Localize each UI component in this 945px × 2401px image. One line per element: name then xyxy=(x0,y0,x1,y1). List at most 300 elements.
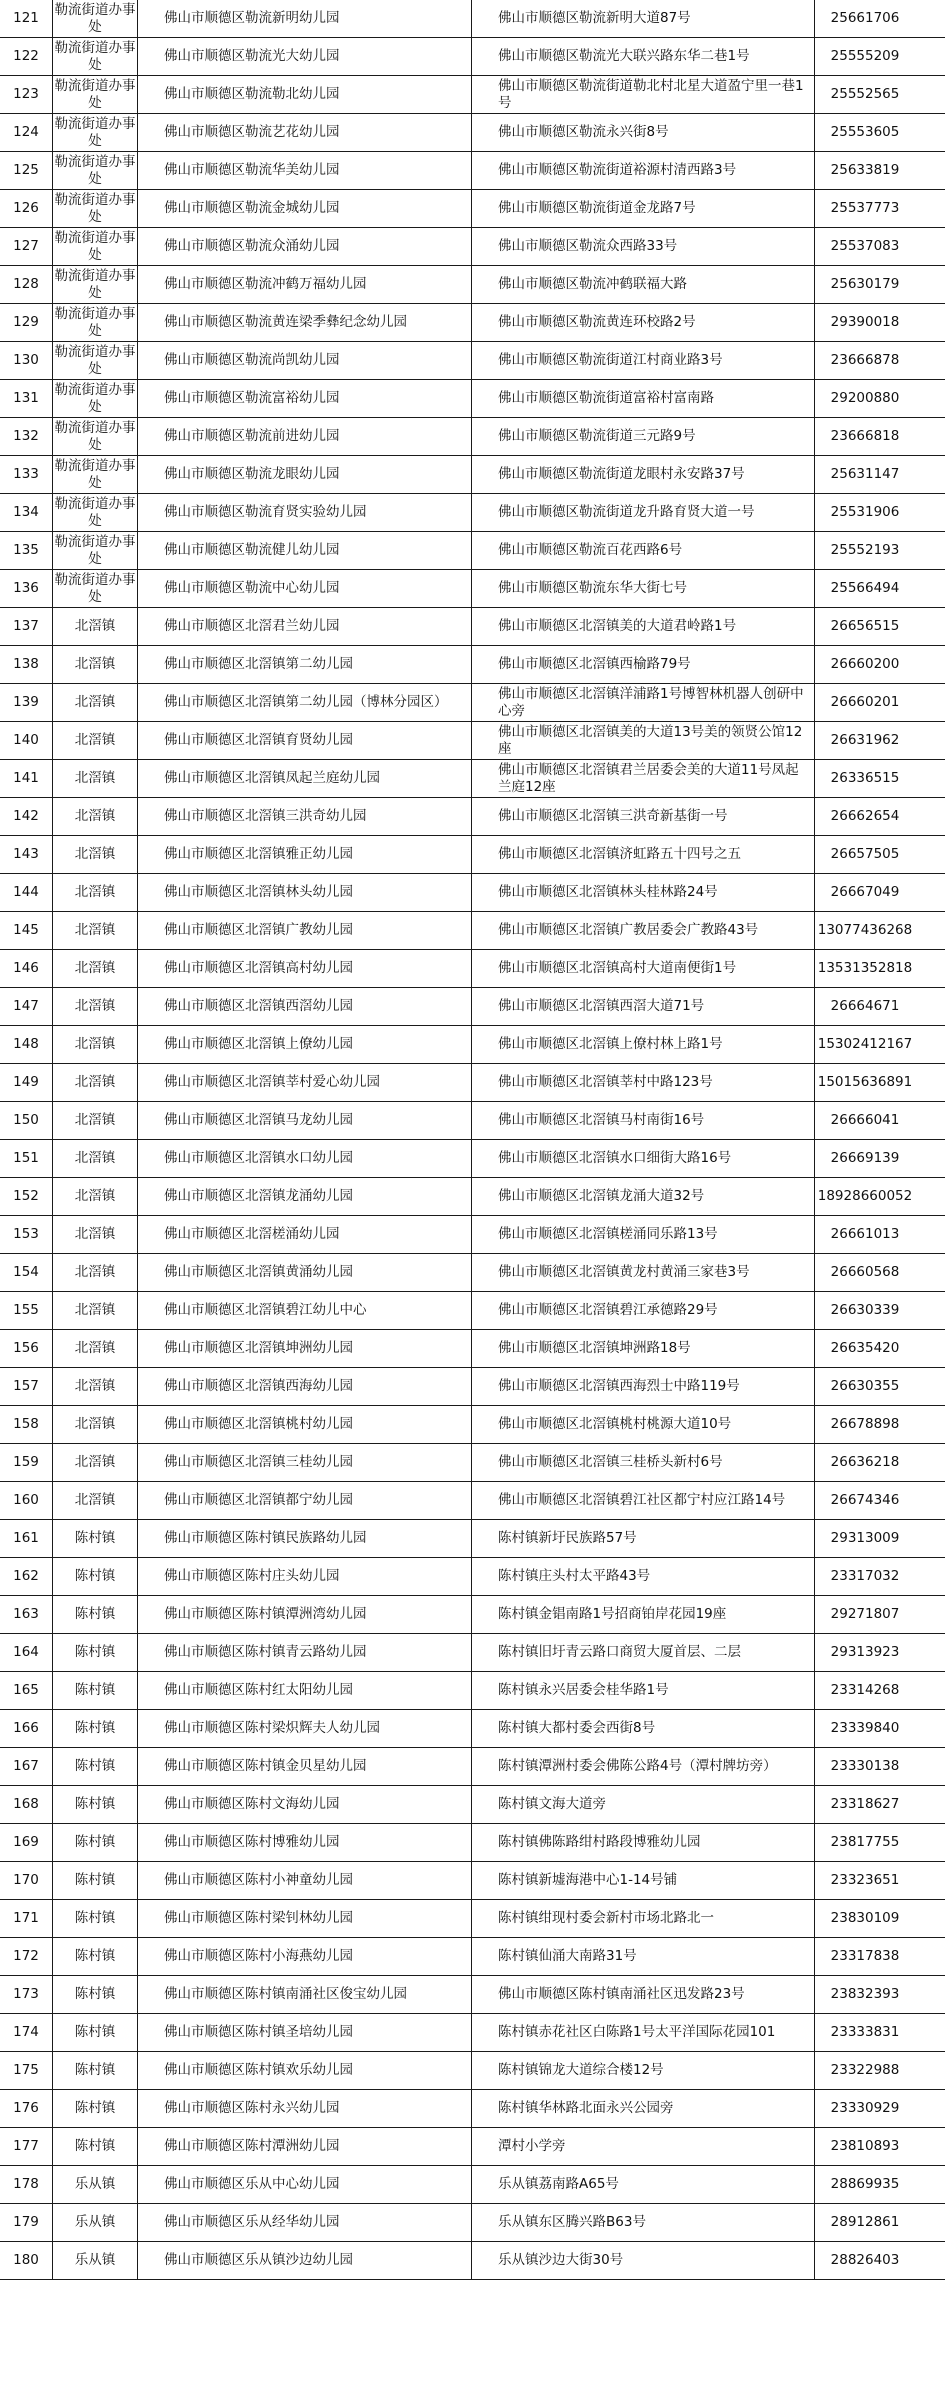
phone-cell: 26664671 xyxy=(815,988,945,1026)
phone-cell: 26630355 xyxy=(815,1368,945,1406)
phone-cell: 29390018 xyxy=(815,304,945,342)
kindergarten-name-cell: 佛山市顺德区陈村博雅幼儿园 xyxy=(138,1824,472,1862)
table-row xyxy=(0,1368,945,1406)
row-number: 124 xyxy=(0,114,53,152)
address-cell: 佛山市顺德区北滘镇西海烈士中路119号 xyxy=(472,1368,815,1406)
phone-cell: 28912861 xyxy=(815,2204,945,2242)
kindergarten-name-cell: 佛山市顺德区陈村永兴幼儿园 xyxy=(138,2090,472,2128)
town-cell: 陈村镇 xyxy=(53,1786,138,1824)
phone-cell: 26678898 xyxy=(815,1406,945,1444)
town-cell: 陈村镇 xyxy=(53,1634,138,1672)
row-number: 169 xyxy=(0,1824,53,1862)
address-cell: 佛山市顺德区北滘镇美的大道君岭路1号 xyxy=(472,608,815,646)
phone-cell: 26660201 xyxy=(815,684,945,722)
row-number: 177 xyxy=(0,2128,53,2166)
town-cell: 北滘镇 xyxy=(53,1102,138,1140)
table-row xyxy=(0,1672,945,1710)
table-row xyxy=(0,342,945,380)
phone-cell: 26666041 xyxy=(815,1102,945,1140)
town-cell: 北滘镇 xyxy=(53,1140,138,1178)
town-cell: 勒流街道办事处 xyxy=(53,190,138,228)
phone-cell: 28826403 xyxy=(815,2242,945,2280)
phone-cell: 26661013 xyxy=(815,1216,945,1254)
table-row xyxy=(0,266,945,304)
town-cell: 北滘镇 xyxy=(53,646,138,684)
town-cell: 北滘镇 xyxy=(53,1064,138,1102)
row-number: 128 xyxy=(0,266,53,304)
phone-cell: 23330929 xyxy=(815,2090,945,2128)
table-row xyxy=(0,1786,945,1824)
row-number: 149 xyxy=(0,1064,53,1102)
address-cell: 佛山市顺德区北滘镇美的大道13号美的领贤公馆12座 xyxy=(472,722,815,760)
town-cell: 勒流街道办事处 xyxy=(53,570,138,608)
phone-cell: 23323651 xyxy=(815,1862,945,1900)
kindergarten-name-cell: 佛山市顺德区陈村梁炽辉夫人幼儿园 xyxy=(138,1710,472,1748)
table-row xyxy=(0,1178,945,1216)
table-row xyxy=(0,76,945,114)
phone-cell: 25552565 xyxy=(815,76,945,114)
kindergarten-name-cell: 佛山市顺德区勒流前进幼儿园 xyxy=(138,418,472,456)
phone-cell: 25537773 xyxy=(815,190,945,228)
table-row xyxy=(0,532,945,570)
phone-cell: 26660568 xyxy=(815,1254,945,1292)
row-number: 142 xyxy=(0,798,53,836)
phone-cell: 23832393 xyxy=(815,1976,945,2014)
row-number: 178 xyxy=(0,2166,53,2204)
town-cell: 勒流街道办事处 xyxy=(53,380,138,418)
row-number: 179 xyxy=(0,2204,53,2242)
phone-cell: 25661706 xyxy=(815,0,945,38)
table-row xyxy=(0,1938,945,1976)
row-number: 130 xyxy=(0,342,53,380)
kindergarten-name-cell: 佛山市顺德区陈村镇欢乐幼儿园 xyxy=(138,2052,472,2090)
row-number: 126 xyxy=(0,190,53,228)
town-cell: 勒流街道办事处 xyxy=(53,228,138,266)
kindergarten-name-cell: 佛山市顺德区北滘镇第二幼儿园（博林分园区） xyxy=(138,684,472,722)
address-cell: 乐从镇沙边大街30号 xyxy=(472,2242,815,2280)
table-row xyxy=(0,722,945,760)
address-cell: 佛山市顺德区勒流永兴街8号 xyxy=(472,114,815,152)
table-row xyxy=(0,950,945,988)
town-cell: 北滘镇 xyxy=(53,760,138,798)
row-number: 170 xyxy=(0,1862,53,1900)
address-cell: 佛山市顺德区勒流百花西路6号 xyxy=(472,532,815,570)
kindergarten-name-cell: 佛山市顺德区北滘镇马龙幼儿园 xyxy=(138,1102,472,1140)
row-number: 137 xyxy=(0,608,53,646)
town-cell: 陈村镇 xyxy=(53,1558,138,1596)
row-number: 125 xyxy=(0,152,53,190)
address-cell: 佛山市顺德区北滘镇西滘大道71号 xyxy=(472,988,815,1026)
kindergarten-name-cell: 佛山市顺德区北滘镇上僚幼儿园 xyxy=(138,1026,472,1064)
town-cell: 陈村镇 xyxy=(53,2128,138,2166)
kindergarten-name-cell: 佛山市顺德区北滘镇西海幼儿园 xyxy=(138,1368,472,1406)
phone-cell: 26631962 xyxy=(815,722,945,760)
kindergarten-name-cell: 佛山市顺德区勒流富裕幼儿园 xyxy=(138,380,472,418)
row-number: 174 xyxy=(0,2014,53,2052)
town-cell: 北滘镇 xyxy=(53,950,138,988)
table-row xyxy=(0,304,945,342)
kindergarten-name-cell: 佛山市顺德区陈村小海燕幼儿园 xyxy=(138,1938,472,1976)
table-row xyxy=(0,608,945,646)
town-cell: 乐从镇 xyxy=(53,2242,138,2280)
town-cell: 陈村镇 xyxy=(53,1862,138,1900)
phone-cell: 23666878 xyxy=(815,342,945,380)
phone-cell: 23817755 xyxy=(815,1824,945,1862)
row-number: 171 xyxy=(0,1900,53,1938)
phone-cell: 23330138 xyxy=(815,1748,945,1786)
kindergarten-name-cell: 佛山市顺德区北滘镇凤起兰庭幼儿园 xyxy=(138,760,472,798)
row-number: 166 xyxy=(0,1710,53,1748)
town-cell: 北滘镇 xyxy=(53,608,138,646)
phone-cell: 23318627 xyxy=(815,1786,945,1824)
kindergarten-name-cell: 佛山市顺德区勒流中心幼儿园 xyxy=(138,570,472,608)
address-cell: 佛山市顺德区北滘镇槎涌同乐路13号 xyxy=(472,1216,815,1254)
table-row xyxy=(0,1634,945,1672)
town-cell: 勒流街道办事处 xyxy=(53,0,138,38)
town-cell: 陈村镇 xyxy=(53,1824,138,1862)
phone-cell: 23830109 xyxy=(815,1900,945,1938)
kindergarten-name-cell: 佛山市顺德区北滘槎涌幼儿园 xyxy=(138,1216,472,1254)
table-row xyxy=(0,2090,945,2128)
table-row xyxy=(0,152,945,190)
town-cell: 陈村镇 xyxy=(53,1520,138,1558)
address-cell: 佛山市顺德区勒流黄连环校路2号 xyxy=(472,304,815,342)
address-cell: 佛山市顺德区陈村镇南涌社区迅发路23号 xyxy=(472,1976,815,2014)
town-cell: 北滘镇 xyxy=(53,1178,138,1216)
table-row xyxy=(0,418,945,456)
town-cell: 北滘镇 xyxy=(53,1254,138,1292)
table-row xyxy=(0,1406,945,1444)
row-number: 127 xyxy=(0,228,53,266)
row-number: 160 xyxy=(0,1482,53,1520)
table-row xyxy=(0,836,945,874)
table-row xyxy=(0,1064,945,1102)
kindergarten-name-cell: 佛山市顺德区勒流光大幼儿园 xyxy=(138,38,472,76)
address-cell: 佛山市顺德区勒流众西路33号 xyxy=(472,228,815,266)
address-cell: 陈村镇大都村委会西街8号 xyxy=(472,1710,815,1748)
kindergarten-name-cell: 佛山市顺德区勒流众涌幼儿园 xyxy=(138,228,472,266)
table-row xyxy=(0,456,945,494)
row-number: 151 xyxy=(0,1140,53,1178)
phone-cell: 23317032 xyxy=(815,1558,945,1596)
table-row xyxy=(0,1444,945,1482)
town-cell: 勒流街道办事处 xyxy=(53,38,138,76)
phone-cell: 26660200 xyxy=(815,646,945,684)
kindergarten-name-cell: 佛山市顺德区北滘镇都宁幼儿园 xyxy=(138,1482,472,1520)
row-number: 143 xyxy=(0,836,53,874)
table-row xyxy=(0,570,945,608)
kindergarten-name-cell: 佛山市顺德区北滘镇第二幼儿园 xyxy=(138,646,472,684)
kindergarten-name-cell: 佛山市顺德区陈村镇潭洲湾幼儿园 xyxy=(138,1596,472,1634)
row-number: 132 xyxy=(0,418,53,456)
address-cell: 佛山市顺德区北滘镇西榆路79号 xyxy=(472,646,815,684)
address-cell: 陈村镇文海大道旁 xyxy=(472,1786,815,1824)
address-cell: 乐从镇东区腾兴路B63号 xyxy=(472,2204,815,2242)
address-cell: 佛山市顺德区北滘镇广教居委会广教路43号 xyxy=(472,912,815,950)
kindergarten-name-cell: 佛山市顺德区陈村镇青云路幼儿园 xyxy=(138,1634,472,1672)
kindergarten-name-cell: 佛山市顺德区勒流勒北幼儿园 xyxy=(138,76,472,114)
address-cell: 陈村镇潭洲村委会佛陈公路4号（潭村牌坊旁） xyxy=(472,1748,815,1786)
kindergarten-name-cell: 佛山市顺德区北滘镇龙涌幼儿园 xyxy=(138,1178,472,1216)
row-number: 153 xyxy=(0,1216,53,1254)
table-row xyxy=(0,1900,945,1938)
kindergarten-name-cell: 佛山市顺德区北滘镇三桂幼儿园 xyxy=(138,1444,472,1482)
table-row xyxy=(0,646,945,684)
address-cell: 陈村镇庄头村太平路43号 xyxy=(472,1558,815,1596)
table-row xyxy=(0,988,945,1026)
phone-cell: 29313923 xyxy=(815,1634,945,1672)
phone-cell: 23339840 xyxy=(815,1710,945,1748)
address-cell: 佛山市顺德区勒流新明大道87号 xyxy=(472,0,815,38)
kindergarten-name-cell: 佛山市顺德区北滘镇水口幼儿园 xyxy=(138,1140,472,1178)
row-number: 156 xyxy=(0,1330,53,1368)
address-cell: 佛山市顺德区北滘镇君兰居委会美的大道11号凤起兰庭12座 xyxy=(472,760,815,798)
phone-cell: 25553605 xyxy=(815,114,945,152)
town-cell: 北滘镇 xyxy=(53,912,138,950)
address-cell: 陈村镇永兴居委会桂华路1号 xyxy=(472,1672,815,1710)
address-cell: 佛山市顺德区北滘镇上僚村林上路1号 xyxy=(472,1026,815,1064)
phone-cell: 28869935 xyxy=(815,2166,945,2204)
table-row xyxy=(0,1102,945,1140)
address-cell: 陈村镇华林路北面永兴公园旁 xyxy=(472,2090,815,2128)
phone-cell: 23317838 xyxy=(815,1938,945,1976)
phone-cell: 25537083 xyxy=(815,228,945,266)
kindergarten-name-cell: 佛山市顺德区陈村梁钊林幼儿园 xyxy=(138,1900,472,1938)
phone-cell: 13077436268 xyxy=(815,912,945,950)
kindergarten-name-cell: 佛山市顺德区陈村文海幼儿园 xyxy=(138,1786,472,1824)
kindergarten-name-cell: 佛山市顺德区北滘镇西滘幼儿园 xyxy=(138,988,472,1026)
row-number: 172 xyxy=(0,1938,53,1976)
row-number: 136 xyxy=(0,570,53,608)
address-cell: 佛山市顺德区勒流东华大街七号 xyxy=(472,570,815,608)
phone-cell: 26635420 xyxy=(815,1330,945,1368)
kindergarten-name-cell: 佛山市顺德区勒流华美幼儿园 xyxy=(138,152,472,190)
row-number: 129 xyxy=(0,304,53,342)
town-cell: 北滘镇 xyxy=(53,1292,138,1330)
kindergarten-name-cell: 佛山市顺德区乐从经华幼儿园 xyxy=(138,2204,472,2242)
address-cell: 佛山市顺德区北滘镇碧江社区都宁村应江路14号 xyxy=(472,1482,815,1520)
town-cell: 北滘镇 xyxy=(53,874,138,912)
row-number: 180 xyxy=(0,2242,53,2280)
address-cell: 佛山市顺德区北滘镇济虹路五十四号之五 xyxy=(472,836,815,874)
address-cell: 佛山市顺德区北滘镇坤洲路18号 xyxy=(472,1330,815,1368)
address-cell: 佛山市顺德区北滘镇碧江承德路29号 xyxy=(472,1292,815,1330)
address-cell: 佛山市顺德区北滘镇高村大道南便街1号 xyxy=(472,950,815,988)
town-cell: 北滘镇 xyxy=(53,1216,138,1254)
table-row xyxy=(0,1254,945,1292)
phone-cell: 26630339 xyxy=(815,1292,945,1330)
row-number: 165 xyxy=(0,1672,53,1710)
row-number: 148 xyxy=(0,1026,53,1064)
town-cell: 北滘镇 xyxy=(53,684,138,722)
address-cell: 潭村小学旁 xyxy=(472,2128,815,2166)
row-number: 157 xyxy=(0,1368,53,1406)
town-cell: 北滘镇 xyxy=(53,1330,138,1368)
town-cell: 北滘镇 xyxy=(53,988,138,1026)
address-cell: 佛山市顺德区北滘镇黄龙村黄涌三家巷3号 xyxy=(472,1254,815,1292)
row-number: 139 xyxy=(0,684,53,722)
row-number: 162 xyxy=(0,1558,53,1596)
table-row xyxy=(0,760,945,798)
phone-cell: 26667049 xyxy=(815,874,945,912)
address-cell: 佛山市顺德区勒流街道金龙路7号 xyxy=(472,190,815,228)
table-row xyxy=(0,2014,945,2052)
address-cell: 陈村镇仙涌大南路31号 xyxy=(472,1938,815,1976)
row-number: 155 xyxy=(0,1292,53,1330)
address-cell: 陈村镇新圩民族路57号 xyxy=(472,1520,815,1558)
kindergarten-name-cell: 佛山市顺德区勒流育贤实验幼儿园 xyxy=(138,494,472,532)
phone-cell: 13531352818 xyxy=(815,950,945,988)
town-cell: 陈村镇 xyxy=(53,2090,138,2128)
row-number: 164 xyxy=(0,1634,53,1672)
kindergarten-name-cell: 佛山市顺德区北滘镇林头幼儿园 xyxy=(138,874,472,912)
kindergarten-name-cell: 佛山市顺德区勒流金城幼儿园 xyxy=(138,190,472,228)
phone-cell: 29200880 xyxy=(815,380,945,418)
row-number: 146 xyxy=(0,950,53,988)
town-cell: 陈村镇 xyxy=(53,1900,138,1938)
table-row xyxy=(0,1748,945,1786)
town-cell: 北滘镇 xyxy=(53,722,138,760)
town-cell: 勒流街道办事处 xyxy=(53,266,138,304)
phone-cell: 25630179 xyxy=(815,266,945,304)
address-cell: 佛山市顺德区勒流光大联兴路东华二巷1号 xyxy=(472,38,815,76)
table-row xyxy=(0,1862,945,1900)
row-number: 131 xyxy=(0,380,53,418)
phone-cell: 26669139 xyxy=(815,1140,945,1178)
address-cell: 陈村镇赤花社区白陈路1号太平洋国际花园101 xyxy=(472,2014,815,2052)
row-number: 121 xyxy=(0,0,53,38)
table-row xyxy=(0,228,945,266)
town-cell: 勒流街道办事处 xyxy=(53,152,138,190)
town-cell: 勒流街道办事处 xyxy=(53,114,138,152)
table-row xyxy=(0,1824,945,1862)
town-cell: 北滘镇 xyxy=(53,1406,138,1444)
row-number: 134 xyxy=(0,494,53,532)
phone-cell: 25633819 xyxy=(815,152,945,190)
kindergarten-name-cell: 佛山市顺德区北滘镇莘村爱心幼儿园 xyxy=(138,1064,472,1102)
kindergarten-name-cell: 佛山市顺德区乐从镇沙边幼儿园 xyxy=(138,2242,472,2280)
address-cell: 佛山市顺德区北滘镇龙涌大道32号 xyxy=(472,1178,815,1216)
kindergarten-name-cell: 佛山市顺德区陈村潭洲幼儿园 xyxy=(138,2128,472,2166)
table-row xyxy=(0,1140,945,1178)
town-cell: 勒流街道办事处 xyxy=(53,342,138,380)
table-row xyxy=(0,2204,945,2242)
phone-cell: 26674346 xyxy=(815,1482,945,1520)
address-cell: 佛山市顺德区勒流街道江村商业路3号 xyxy=(472,342,815,380)
address-cell: 佛山市顺德区勒流街道龙升路育贤大道一号 xyxy=(472,494,815,532)
address-cell: 佛山市顺德区北滘镇三洪奇新基街一号 xyxy=(472,798,815,836)
table-row xyxy=(0,494,945,532)
kindergarten-name-cell: 佛山市顺德区陈村镇南涌社区俊宝幼儿园 xyxy=(138,1976,472,2014)
phone-cell: 18928660052 xyxy=(815,1178,945,1216)
phone-cell: 25531906 xyxy=(815,494,945,532)
table-row xyxy=(0,684,945,722)
table-row xyxy=(0,380,945,418)
table-row xyxy=(0,798,945,836)
row-number: 123 xyxy=(0,76,53,114)
address-cell: 佛山市顺德区勒流街道富裕村富南路 xyxy=(472,380,815,418)
town-cell: 北滘镇 xyxy=(53,1444,138,1482)
town-cell: 乐从镇 xyxy=(53,2204,138,2242)
table-row xyxy=(0,114,945,152)
town-cell: 勒流街道办事处 xyxy=(53,532,138,570)
address-cell: 乐从镇荔南路A65号 xyxy=(472,2166,815,2204)
phone-cell: 23666818 xyxy=(815,418,945,456)
town-cell: 北滘镇 xyxy=(53,1368,138,1406)
row-number: 168 xyxy=(0,1786,53,1824)
town-cell: 陈村镇 xyxy=(53,1938,138,1976)
town-cell: 北滘镇 xyxy=(53,1482,138,1520)
phone-cell: 29313009 xyxy=(815,1520,945,1558)
town-cell: 北滘镇 xyxy=(53,1026,138,1064)
kindergarten-name-cell: 佛山市顺德区勒流冲鹤万福幼儿园 xyxy=(138,266,472,304)
kindergarten-name-cell: 佛山市顺德区勒流黄连梁季彝纪念幼儿园 xyxy=(138,304,472,342)
kindergarten-name-cell: 佛山市顺德区陈村镇金贝星幼儿园 xyxy=(138,1748,472,1786)
table-row xyxy=(0,1558,945,1596)
address-cell: 佛山市顺德区北滘镇三桂桥头新村6号 xyxy=(472,1444,815,1482)
row-number: 167 xyxy=(0,1748,53,1786)
row-number: 135 xyxy=(0,532,53,570)
row-number: 138 xyxy=(0,646,53,684)
phone-cell: 26662654 xyxy=(815,798,945,836)
phone-cell: 25552193 xyxy=(815,532,945,570)
town-cell: 陈村镇 xyxy=(53,1672,138,1710)
row-number: 163 xyxy=(0,1596,53,1634)
address-cell: 佛山市顺德区勒流街道裕源村清西路3号 xyxy=(472,152,815,190)
kindergarten-name-cell: 佛山市顺德区勒流艺花幼儿园 xyxy=(138,114,472,152)
row-number: 133 xyxy=(0,456,53,494)
address-cell: 陈村镇绀现村委会新村市场北路北一 xyxy=(472,1900,815,1938)
phone-cell: 26636218 xyxy=(815,1444,945,1482)
phone-cell: 15015636891 xyxy=(815,1064,945,1102)
kindergarten-name-cell: 佛山市顺德区勒流健儿幼儿园 xyxy=(138,532,472,570)
kindergarten-name-cell: 佛山市顺德区乐从中心幼儿园 xyxy=(138,2166,472,2204)
town-cell: 勒流街道办事处 xyxy=(53,418,138,456)
table-row xyxy=(0,1216,945,1254)
table-row xyxy=(0,2242,945,2280)
table-row xyxy=(0,0,945,38)
table-row xyxy=(0,1596,945,1634)
row-number: 150 xyxy=(0,1102,53,1140)
table-row xyxy=(0,912,945,950)
address-cell: 佛山市顺德区勒流街道勒北村北星大道盈宁里一巷1号 xyxy=(472,76,815,114)
kindergarten-name-cell: 佛山市顺德区北滘镇黄涌幼儿园 xyxy=(138,1254,472,1292)
town-cell: 勒流街道办事处 xyxy=(53,76,138,114)
row-number: 141 xyxy=(0,760,53,798)
phone-cell: 23322988 xyxy=(815,2052,945,2090)
row-number: 147 xyxy=(0,988,53,1026)
kindergarten-name-cell: 佛山市顺德区陈村镇民族路幼儿园 xyxy=(138,1520,472,1558)
kindergarten-name-cell: 佛山市顺德区勒流尚凯幼儿园 xyxy=(138,342,472,380)
phone-cell: 26336515 xyxy=(815,760,945,798)
table-row xyxy=(0,2128,945,2166)
town-cell: 陈村镇 xyxy=(53,1596,138,1634)
address-cell: 陈村镇锦龙大道综合楼12号 xyxy=(472,2052,815,2090)
table-row xyxy=(0,1520,945,1558)
row-number: 152 xyxy=(0,1178,53,1216)
row-number: 175 xyxy=(0,2052,53,2090)
kindergarten-name-cell: 佛山市顺德区陈村小神童幼儿园 xyxy=(138,1862,472,1900)
kindergarten-name-cell: 佛山市顺德区北滘镇桃村幼儿园 xyxy=(138,1406,472,1444)
address-cell: 佛山市顺德区北滘镇马村南街16号 xyxy=(472,1102,815,1140)
town-cell: 勒流街道办事处 xyxy=(53,494,138,532)
town-cell: 陈村镇 xyxy=(53,1710,138,1748)
town-cell: 陈村镇 xyxy=(53,2052,138,2090)
address-cell: 陈村镇旧圩青云路口商贸大厦首层、二层 xyxy=(472,1634,815,1672)
table-row xyxy=(0,1710,945,1748)
row-number: 159 xyxy=(0,1444,53,1482)
phone-cell: 25566494 xyxy=(815,570,945,608)
